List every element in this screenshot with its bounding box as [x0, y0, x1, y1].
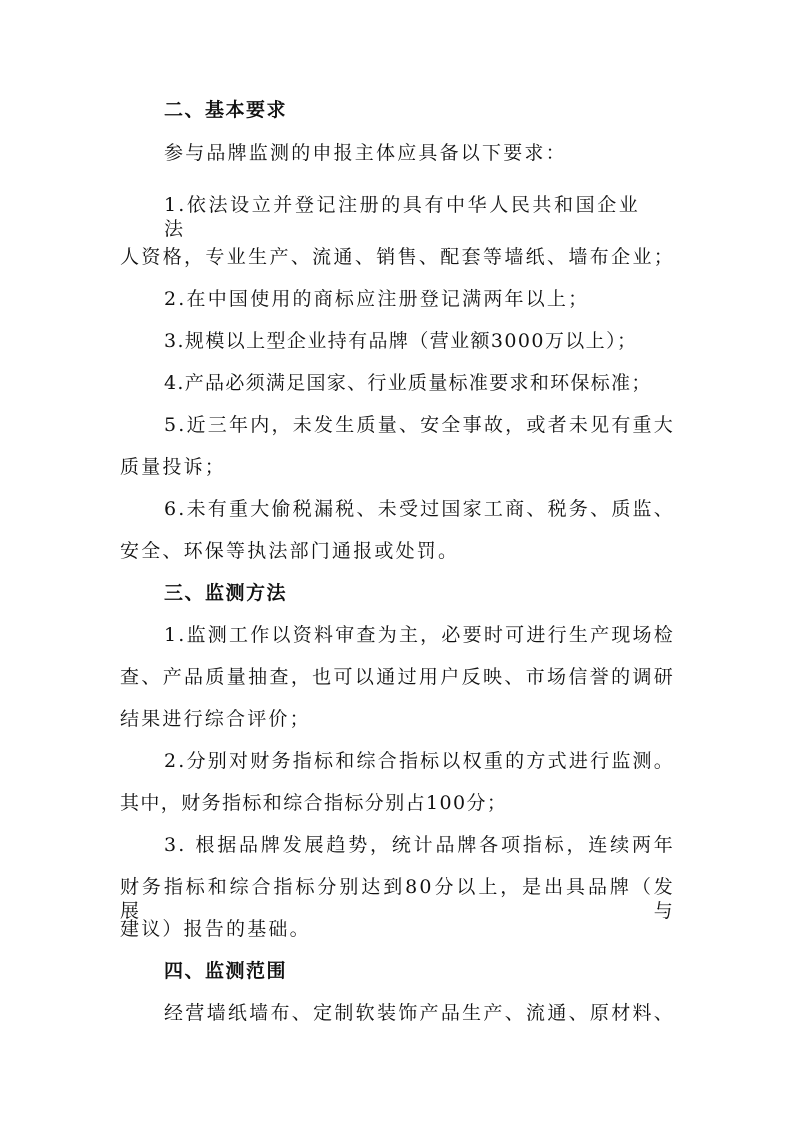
requirement-5-line-2: 质量投诉； — [120, 456, 227, 478]
method-2-line-2: 其中，财务指标和综合指标分别占100分； — [120, 792, 508, 814]
section-heading-basic-requirements: 二、基本要求 — [164, 99, 288, 121]
scope-line-1: 经营墙纸墙布、定制软装饰产品生产、流通、原材料、 — [164, 1002, 675, 1024]
method-1-line-3: 结果进行综合评价； — [120, 708, 311, 730]
method-3-line-3: 建议）报告的基础。 — [120, 918, 311, 940]
method-3-line-1: 3. 根据品牌发展趋势，统计品牌各项指标，连续两年 — [164, 834, 675, 856]
requirement-6-line-1: 6.未有重大偷税漏税、未受过国家工商、税务、质监、 — [164, 498, 675, 520]
method-1-line-2: 查、产品质量抽查，也可以通过用户反映、市场信誉的调研 — [120, 666, 675, 688]
requirement-3: 3.规模以上型企业持有品牌（营业额3000万以上）； — [164, 330, 638, 352]
section-heading-scope: 四、监测范围 — [164, 960, 288, 982]
method-2-line-1: 2.分别对财务指标和综合指标以权重的方式进行监测。 — [164, 750, 675, 772]
method-1-line-1: 1.监测工作以资料审查为主，必要时可进行生产现场检 — [164, 624, 675, 646]
requirement-1-line-2: 人资格，专业生产、流通、销售、配套等墙纸、墙布企业； — [120, 246, 675, 268]
section-heading-methods: 三、监测方法 — [164, 582, 288, 604]
method-3-line-2: 财务指标和综合指标分别达到80分以上，是出具品牌（发展与 — [120, 876, 675, 922]
requirement-6-line-2: 安全、环保等执法部门通报或处罚。 — [120, 540, 460, 562]
paragraph-intro: 参与品牌监测的申报主体应具备以下要求： — [164, 142, 567, 164]
requirement-5-line-1: 5.近三年内，未发生质量、安全事故，或者未见有重大 — [164, 414, 675, 436]
requirement-2: 2.在中国使用的商标应注册登记满两年以上； — [164, 288, 590, 310]
requirement-1-line-1: 1.依法设立并登记注册的具有中华人民共和国企业法 — [164, 194, 640, 240]
requirement-4: 4.产品必须满足国家、行业质量标准要求和环保标准； — [164, 372, 652, 394]
